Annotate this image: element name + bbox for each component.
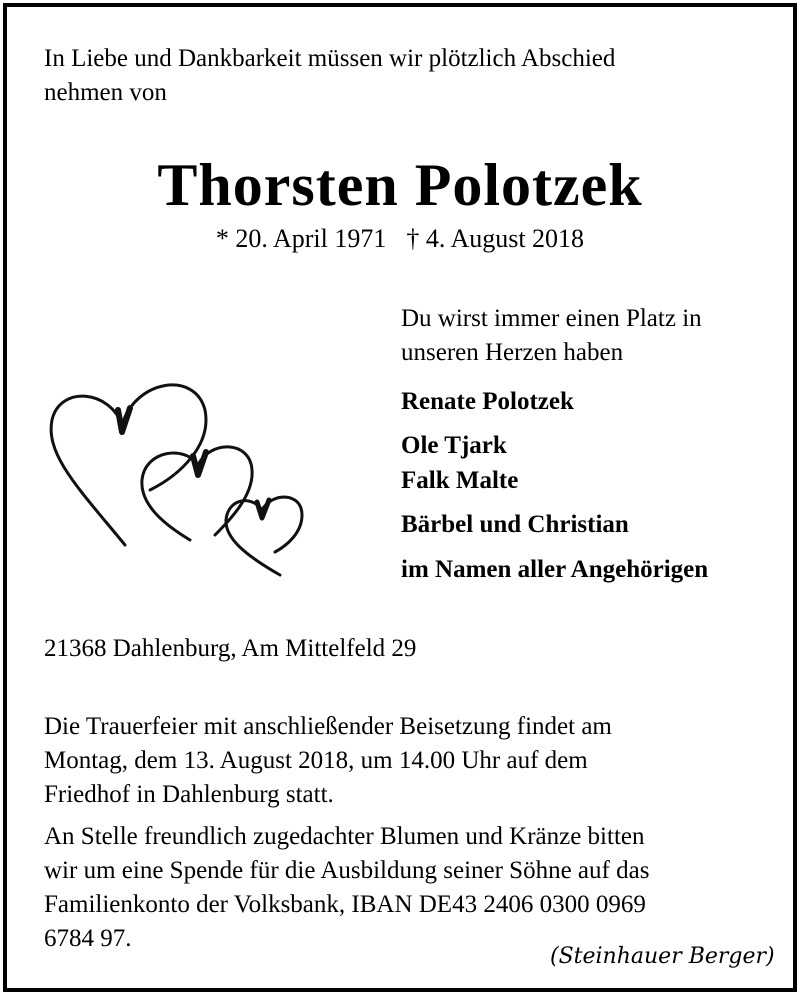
birth-date: * 20. April 1971 — [215, 224, 387, 253]
death-date: † 4. August 2018 — [406, 224, 585, 253]
mourner-ole: Ole Tjark — [401, 432, 507, 459]
intro-line: nehmen von — [44, 79, 167, 106]
mourner-renate: Renate Polotzek — [401, 388, 574, 415]
service-line: Die Trauerfeier mit anschließender Beisetzung findet am — [44, 713, 612, 740]
donation-line: wir um eine Spende für die Ausbildung seiner Söhne auf das — [44, 857, 650, 884]
verse-line: Du wirst immer einen Platz in — [401, 305, 702, 332]
intro-text — [44, 42, 615, 110]
mourner-falk: Falk Malte — [401, 467, 519, 494]
verse — [401, 302, 702, 370]
mourner-relatives: im Namen aller Angehörigen — [401, 556, 709, 583]
donation-line: 6784 97. — [44, 925, 132, 952]
service-info — [44, 710, 612, 812]
stonemason-signature: (Steinhauer Berger) — [550, 944, 775, 969]
donation-line: Familienkonto der Volksbank, IBAN DE43 2406 0300 0969 — [44, 891, 646, 918]
service-line: Montag, dem 13. August 2018, um 14.00 Uhr auf dem — [44, 747, 588, 774]
intro-line: In Liebe und Dankbarkeit müssen wir plötzlich Abschied — [44, 45, 616, 72]
three-hearts-icon — [40, 370, 320, 590]
donation-line: An Stelle freundlich zugedachter Blumen und Kränze bitten — [44, 823, 645, 850]
address: 21368 Dahlenburg, Am Mittelfeld 29 — [44, 635, 417, 662]
life-dates — [0, 222, 800, 256]
donation-info — [44, 820, 649, 956]
mourner-baerbel-christian: Bärbel und Christian — [401, 511, 629, 538]
service-line: Friedhof in Dahlenburg statt. — [44, 781, 334, 808]
verse-line: unseren Herzen haben — [401, 339, 624, 366]
deceased-name: Thorsten Polotzek — [157, 152, 643, 218]
